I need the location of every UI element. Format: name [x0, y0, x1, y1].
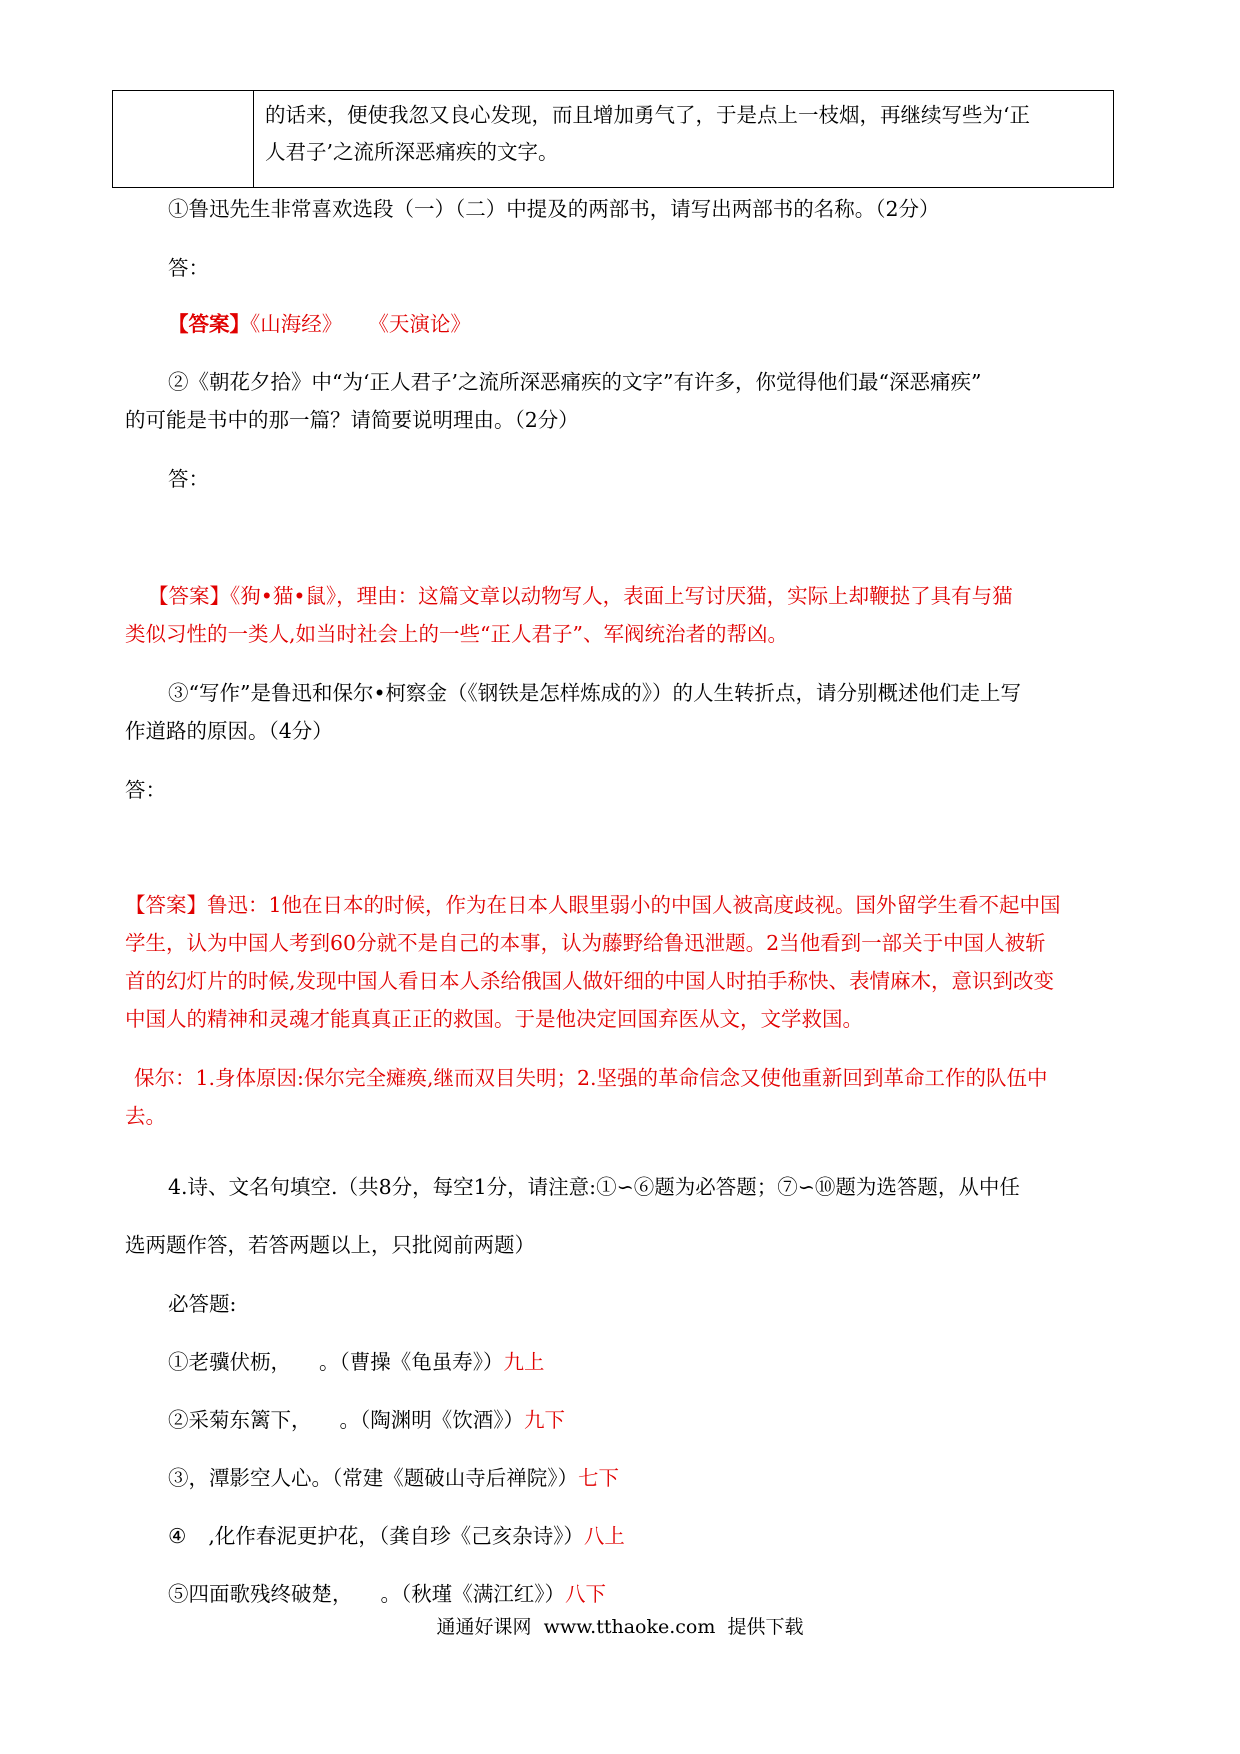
question-2-line-2: 的可能是书中的那一篇？请简要说明理由。（2分）: [125, 408, 579, 432]
answer-3-luxun-line-1: 【答案】鲁迅：1他在日本的时候，作为在日本人眼里弱小的中国人被高度歧视。国外留学生看不起中国: [125, 893, 1061, 917]
question-4-heading-line-2: 选两题作答，若答两题以上，只批阅前两题）: [125, 1233, 535, 1257]
poem-item-text: ④: [168, 1524, 187, 1548]
answer-1: [168, 305, 1130, 343]
answer-3-paul-line-1: 保尔：1.身体原因:保尔完全瘫痪,继而双目失明；2.坚强的革命信念又使他重新回到革命工作的队伍中: [134, 1066, 1048, 1090]
grade-tag: 九上: [503, 1350, 545, 1374]
poem-item-source: 。（秋瑾《满江红》）: [380, 1582, 565, 1606]
poem-item-1: [168, 1343, 1130, 1381]
question-2-line-1: ②《朝花夕拾》中“为‘正人君子’之流所深恶痛疾的文字”有许多，你觉得他们最“深恶痛疾”: [168, 370, 982, 394]
question-4-heading-line-1: 4.诗、文名句填空.（共8分，每空1分，请注意:①∽⑥题为必答题；⑦∽⑩题为选答题，从中任: [168, 1175, 1020, 1199]
question-3-line-1: ③“写作”是鲁迅和保尔•柯察金（《钢铁是怎样炼成的》）的人生转折点，请分别概述他们走上写: [168, 681, 1022, 705]
poem-item-source: ,化作春泥更护花，（龚自珍《己亥杂诗》）: [208, 1524, 584, 1548]
page-footer: 通通好课网 www.tthaoke.com 提供下载: [436, 1616, 804, 1638]
answer-prompt-3: 答：: [125, 778, 166, 802]
answer-3-luxun-line-4: 中国人的精神和灵魂才能真真正正的救国。于是他决定回国弃医从文，文学救国。: [125, 1007, 863, 1031]
answer-2-line-1: 【答案】《狗•猫•鼠》，理由：这篇文章以动物写人，表面上写讨厌猫，实际上却鞭挞了具有与猫: [148, 584, 1013, 608]
poem-item-text: ⑤四面歌残终破楚，: [168, 1582, 353, 1606]
poem-item-text: ②采菊东篱下，: [168, 1408, 312, 1432]
question-1: ①鲁迅先生非常喜欢选段（一）（二）中提及的两部书，请写出两部书的名称。（2分）: [168, 197, 940, 221]
question-3-line-2: 作道路的原因。（4分）: [125, 719, 333, 743]
table-text-line-1: 的话来，便使我忽又良心发现，而且增加勇气了，于是点上一枝烟，再继续写些为‘正: [265, 103, 1031, 127]
poem-item-text: ③: [168, 1466, 189, 1490]
answer-prompt-2: 答：: [168, 467, 209, 491]
grade-tag: 九下: [524, 1408, 565, 1432]
answer-3-luxun-line-2: 学生，认为中国人考到60分就不是自己的本事，认为藤野给鲁迅泄题。2当他看到一部关于中国人被斩: [125, 931, 1046, 955]
answer-3-luxun-line-3: 首的幻灯片的时候,发现中国人看日本人杀给俄国人做奸细的中国人时拍手称快、表情麻木，意识到改变: [125, 969, 1055, 993]
poem-item-5: [168, 1575, 1130, 1613]
table-right-cell: [265, 97, 1105, 171]
required-label: 必答题:: [168, 1292, 237, 1316]
answer-prompt-1: 答：: [168, 256, 209, 280]
answer-3-paul-line-2: 去。: [125, 1104, 166, 1128]
grade-tag: 八上: [583, 1524, 625, 1548]
answer-2-line-2: 类似习性的一类人,如当时社会上的一些“正人君子”、军阀统治者的帮凶。: [125, 622, 788, 646]
table-left-cell: [113, 91, 254, 187]
poem-item-2: [168, 1401, 1130, 1439]
table-text-line-2: 人君子’之流所深恶痛疾的文字。: [265, 140, 559, 164]
passage-table: [112, 90, 1114, 188]
poem-item-3: [168, 1459, 1130, 1497]
poem-item-source: 。（曹操《龟虽寿》）: [319, 1350, 504, 1374]
poem-item-source: ，潭影空人心。（常建《题破山寺后禅院》）: [188, 1466, 578, 1490]
answer-label: 【答案】: [168, 312, 250, 336]
grade-tag: 七下: [578, 1466, 619, 1490]
poem-item-4: [168, 1517, 1130, 1555]
answer-1-text: 《山海经》 《天演论》: [250, 312, 471, 336]
poem-item-source: 。（陶渊明《饮酒》）: [339, 1408, 524, 1432]
poem-item-text: ①老骥伏枥，: [168, 1350, 291, 1374]
grade-tag: 八下: [565, 1582, 606, 1606]
